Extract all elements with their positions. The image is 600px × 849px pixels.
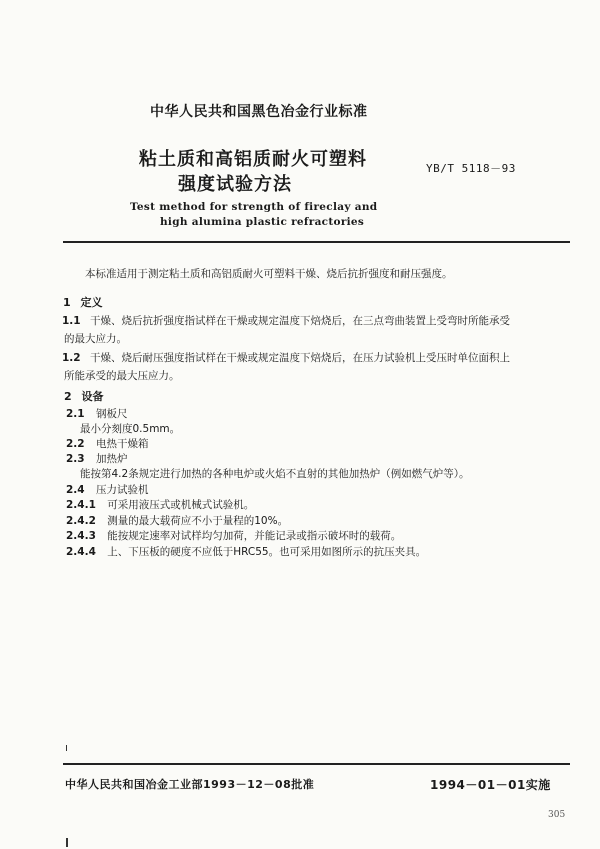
clause-text: 能按规定速率对试样均匀加荷，并能记录或指示破坏时的载荷。 (107, 530, 402, 542)
clause-number: 2.4.1 (66, 499, 96, 511)
clause-2-3 (66, 451, 127, 466)
section-2-heading (64, 388, 104, 404)
clause-1-2-cont: 所能承受的最大压应力。 (64, 370, 180, 382)
clause-2-4-1 (66, 497, 254, 512)
section-title: 定义 (80, 296, 103, 309)
clause-1-1-cont: 的最大应力。 (64, 333, 127, 345)
clause-1-1 (62, 313, 510, 328)
english-title-line-2: high alumina plastic refractories (160, 216, 365, 228)
clause-number: 2.4.4 (66, 546, 96, 558)
standard-type: 中华人民共和国黑色冶金行业标准 (150, 104, 368, 120)
clause-text: 压力试验机 (95, 484, 149, 496)
clause-number: 2.4 (66, 484, 85, 496)
scan-mark (66, 838, 68, 847)
clause-text: 干燥、烧后抗折强度指试样在干燥或规定温度下焙烧后，在三点弯曲装置上受弯时所能承受 (89, 315, 510, 327)
standard-code: YB/T 5118－93 (426, 162, 516, 175)
header-divider (63, 241, 570, 243)
scan-mark (66, 745, 67, 751)
clause-text: 上、下压板的硬度不应低于HRC55。也可采用如图所示的抗压夹具。 (107, 546, 427, 558)
clause-2-4-2 (66, 513, 288, 528)
clause-number: 2.4.2 (66, 515, 96, 527)
clause-number: 2.2 (66, 438, 85, 450)
section-title: 设备 (81, 390, 104, 403)
clause-1-2 (62, 350, 510, 365)
clause-2-4 (66, 482, 148, 497)
clause-2-2 (66, 436, 148, 451)
clause-2-3-cont: 能按第4.2条规定进行加热的各种电炉或火焰不直射的其他加热炉（例如燃气炉等）。 (80, 468, 470, 480)
clause-text: 电热干燥箱 (95, 438, 149, 450)
approval-line: 中华人民共和国冶金工业部1993－12－08批准 (65, 778, 315, 791)
clause-text: 加热炉 (95, 453, 128, 465)
footer-divider (63, 763, 570, 765)
clause-number: 2.1 (66, 408, 85, 420)
section-1-heading (63, 294, 103, 310)
clause-2-1 (66, 406, 127, 421)
clause-text: 钢板尺 (95, 408, 128, 420)
clause-2-1-cont: 最小分刻度0.5mm。 (80, 423, 181, 435)
clause-2-4-4 (66, 544, 426, 559)
clause-2-4-3 (66, 528, 401, 543)
english-title-line-1: Test method for strength of fireclay and (130, 201, 378, 213)
clause-number: 2.4.3 (66, 530, 96, 542)
clause-text: 干燥、烧后耐压强度指试样在干燥或规定温度下焙烧后，在压力试验机上受压时单位面积上 (89, 352, 510, 364)
clause-number: 2.3 (66, 453, 85, 465)
title-line-1: 粘土质和高铝质耐火可塑料 (139, 149, 367, 170)
clause-number: 1.1 (62, 315, 81, 327)
title-line-2: 强度试验方法 (178, 174, 292, 195)
section-number: 2 (64, 390, 72, 403)
implementation-date: 1994－01－01实施 (430, 778, 551, 792)
clause-text: 测量的最大载荷应不小于量程的10%。 (107, 515, 289, 527)
intro-paragraph: 本标准适用于测定粘土质和高铝质耐火可塑料干燥、烧后抗折强度和耐压强度。 (85, 268, 453, 280)
clause-number: 1.2 (62, 352, 81, 364)
section-number: 1 (63, 296, 71, 309)
page-number: 305 (548, 810, 566, 820)
clause-text: 可采用液压式或机械式试验机。 (107, 499, 255, 511)
